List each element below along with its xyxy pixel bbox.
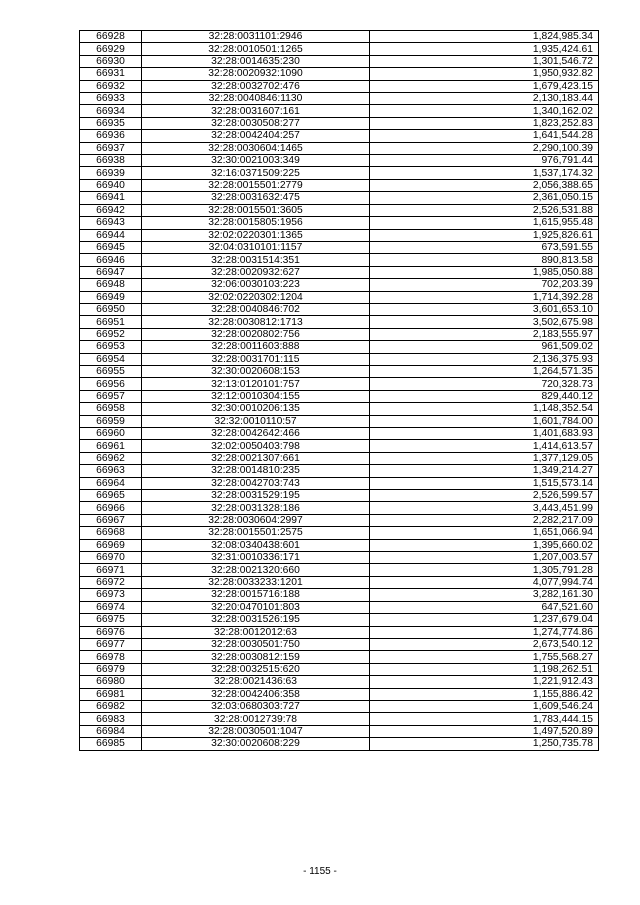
cadastral-value-table: [79, 30, 599, 751]
cadastral-value-cell: 3,502,675.98: [370, 316, 599, 328]
cadastral-number-cell: 32:12:0010304:155: [142, 390, 370, 402]
cadastral-number-cell: 32:28:0033233:1201: [142, 576, 370, 588]
table-row: [80, 725, 599, 737]
cadastral-number-cell: 32:08:0340438:601: [142, 539, 370, 551]
row-number-cell: 66937: [80, 142, 142, 154]
row-number-cell: 66947: [80, 266, 142, 278]
cadastral-value-cell: 647,521.60: [370, 601, 599, 613]
cadastral-value-cell: 1,755,568.27: [370, 651, 599, 663]
cadastral-number-cell: 32:28:0030501:1047: [142, 725, 370, 737]
row-number-cell: 66946: [80, 254, 142, 266]
cadastral-number-cell: 32:28:0031526:195: [142, 614, 370, 626]
cadastral-value-cell: 1,615,955.48: [370, 217, 599, 229]
row-number-cell: 66933: [80, 93, 142, 105]
table-row: [80, 378, 599, 390]
cadastral-value-cell: 3,443,451.99: [370, 502, 599, 514]
table-row: [80, 204, 599, 216]
cadastral-number-cell: 32:28:0042404:257: [142, 130, 370, 142]
table-row: [80, 440, 599, 452]
row-number-cell: 66943: [80, 217, 142, 229]
table-row: [80, 428, 599, 440]
row-number-cell: 66977: [80, 638, 142, 650]
table-row: [80, 155, 599, 167]
table-row: [80, 55, 599, 67]
table-row: [80, 291, 599, 303]
row-number-cell: 66954: [80, 353, 142, 365]
cadastral-number-cell: 32:28:0042406:358: [142, 688, 370, 700]
table-row: [80, 266, 599, 278]
row-number-cell: 66961: [80, 440, 142, 452]
cadastral-value-cell: 1,274,774.86: [370, 626, 599, 638]
row-number-cell: 66984: [80, 725, 142, 737]
row-number-cell: 66940: [80, 179, 142, 191]
row-number-cell: 66939: [80, 167, 142, 179]
cadastral-value-cell: 1,783,444.15: [370, 713, 599, 725]
cadastral-value-cell: 3,282,161.30: [370, 589, 599, 601]
cadastral-value-cell: 2,673,540.12: [370, 638, 599, 650]
cadastral-number-cell: 32:28:0031632:475: [142, 192, 370, 204]
cadastral-number-cell: 32:30:0021003:349: [142, 155, 370, 167]
cadastral-number-cell: 32:28:0015501:2575: [142, 527, 370, 539]
row-number-cell: 66928: [80, 31, 142, 43]
cadastral-value-cell: 1,237,679.04: [370, 614, 599, 626]
cadastral-number-cell: 32:02:0220301:1365: [142, 229, 370, 241]
cadastral-value-cell: 1,221,912.43: [370, 676, 599, 688]
cadastral-number-cell: 32:28:0020802:756: [142, 328, 370, 340]
cadastral-value-cell: 1,537,174.32: [370, 167, 599, 179]
table-row: [80, 31, 599, 43]
cadastral-value-cell: 1,207,003.57: [370, 552, 599, 564]
row-number-cell: 66962: [80, 452, 142, 464]
cadastral-value-cell: 2,130,183.44: [370, 93, 599, 105]
row-number-cell: 66951: [80, 316, 142, 328]
cadastral-value-cell: 976,791.44: [370, 155, 599, 167]
row-number-cell: 66942: [80, 204, 142, 216]
row-number-cell: 66973: [80, 589, 142, 601]
cadastral-number-cell: 32:28:0030604:2997: [142, 514, 370, 526]
table-row: [80, 328, 599, 340]
cadastral-number-cell: 32:28:0012012:63: [142, 626, 370, 638]
cadastral-number-cell: 32:02:0220302:1204: [142, 291, 370, 303]
cadastral-number-cell: 32:20:0470101:803: [142, 601, 370, 613]
row-number-cell: 66963: [80, 465, 142, 477]
row-number-cell: 66956: [80, 378, 142, 390]
table-row: [80, 254, 599, 266]
cadastral-number-cell: 32:28:0010501:1265: [142, 43, 370, 55]
table-row: [80, 738, 599, 750]
cadastral-number-cell: 32:31:0010336:171: [142, 552, 370, 564]
row-number-cell: 66971: [80, 564, 142, 576]
table-row: [80, 638, 599, 650]
table-row: [80, 663, 599, 675]
table-row: [80, 539, 599, 551]
cadastral-value-cell: 3,601,653.10: [370, 303, 599, 315]
cadastral-value-cell: 1,925,826.61: [370, 229, 599, 241]
row-number-cell: 66968: [80, 527, 142, 539]
cadastral-number-cell: 32:28:0031514:351: [142, 254, 370, 266]
table-row: [80, 130, 599, 142]
cadastral-value-cell: 1,250,735.78: [370, 738, 599, 750]
table-row: [80, 303, 599, 315]
table-row: [80, 279, 599, 291]
cadastral-value-cell: 702,203.39: [370, 279, 599, 291]
row-number-cell: 66982: [80, 700, 142, 712]
cadastral-value-cell: 1,823,252.83: [370, 117, 599, 129]
cadastral-value-cell: 961,509.02: [370, 341, 599, 353]
table-row: [80, 142, 599, 154]
row-number-cell: 66934: [80, 105, 142, 117]
cadastral-value-cell: 2,282,217.09: [370, 514, 599, 526]
table-row: [80, 229, 599, 241]
table-row: [80, 651, 599, 663]
row-number-cell: 66930: [80, 55, 142, 67]
row-number-cell: 66929: [80, 43, 142, 55]
table-row: [80, 688, 599, 700]
row-number-cell: 66945: [80, 241, 142, 253]
cadastral-number-cell: 32:28:0032515:620: [142, 663, 370, 675]
table-row: [80, 341, 599, 353]
cadastral-value-cell: 2,526,599.57: [370, 490, 599, 502]
table-row: [80, 576, 599, 588]
cadastral-value-cell: 1,264,571.35: [370, 365, 599, 377]
cadastral-number-cell: 32:03:0680303:727: [142, 700, 370, 712]
cadastral-number-cell: 32:28:0014810:235: [142, 465, 370, 477]
table-row: [80, 490, 599, 502]
table-row: [80, 465, 599, 477]
cadastral-value-cell: 1,651,066.94: [370, 527, 599, 539]
cadastral-value-cell: 1,824,985.34: [370, 31, 599, 43]
row-number-cell: 66941: [80, 192, 142, 204]
row-number-cell: 66978: [80, 651, 142, 663]
table-row: [80, 80, 599, 92]
cadastral-value-cell: 1,301,546.72: [370, 55, 599, 67]
row-number-cell: 66950: [80, 303, 142, 315]
cadastral-value-cell: 2,526,531.88: [370, 204, 599, 216]
table-row: [80, 93, 599, 105]
cadastral-number-cell: 32:28:0042703:743: [142, 477, 370, 489]
cadastral-number-cell: 32:28:0031101:2946: [142, 31, 370, 43]
row-number-cell: 66953: [80, 341, 142, 353]
cadastral-number-cell: 32:28:0030604:1465: [142, 142, 370, 154]
cadastral-value-cell: 890,813.58: [370, 254, 599, 266]
row-number-cell: 66975: [80, 614, 142, 626]
cadastral-number-cell: 32:30:0010206:135: [142, 403, 370, 415]
table-row: [80, 415, 599, 427]
cadastral-number-cell: 32:28:0030812:159: [142, 651, 370, 663]
cadastral-number-cell: 32:28:0021307:661: [142, 452, 370, 464]
cadastral-value-cell: 1,401,683.93: [370, 428, 599, 440]
cadastral-value-cell: 1,377,129.05: [370, 452, 599, 464]
row-number-cell: 66967: [80, 514, 142, 526]
table-row: [80, 601, 599, 613]
row-number-cell: 66960: [80, 428, 142, 440]
cadastral-number-cell: 32:02:0050403:798: [142, 440, 370, 452]
table-body: [80, 31, 599, 751]
table-row: [80, 514, 599, 526]
table-row: [80, 192, 599, 204]
table-row: [80, 676, 599, 688]
cadastral-value-cell: 1,641,544.28: [370, 130, 599, 142]
cadastral-value-cell: 1,155,886.42: [370, 688, 599, 700]
cadastral-number-cell: 32:28:0042642:466: [142, 428, 370, 440]
cadastral-value-cell: 1,935,424.61: [370, 43, 599, 55]
row-number-cell: 66972: [80, 576, 142, 588]
cadastral-number-cell: 32:13:0120101:757: [142, 378, 370, 390]
row-number-cell: 66958: [80, 403, 142, 415]
row-number-cell: 66980: [80, 676, 142, 688]
cadastral-number-cell: 32:04:0310101:1157: [142, 241, 370, 253]
cadastral-number-cell: 32:28:0030508:277: [142, 117, 370, 129]
row-number-cell: 66970: [80, 552, 142, 564]
cadastral-value-cell: 2,290,100.39: [370, 142, 599, 154]
cadastral-value-cell: 1,714,392.28: [370, 291, 599, 303]
cadastral-number-cell: 32:32:0010110:57: [142, 415, 370, 427]
row-number-cell: 66969: [80, 539, 142, 551]
row-number-cell: 66938: [80, 155, 142, 167]
cadastral-value-cell: 829,440.12: [370, 390, 599, 402]
row-number-cell: 66966: [80, 502, 142, 514]
cadastral-number-cell: 32:28:0012739:78: [142, 713, 370, 725]
cadastral-number-cell: 32:28:0031607:161: [142, 105, 370, 117]
table-row: [80, 614, 599, 626]
row-number-cell: 66936: [80, 130, 142, 142]
cadastral-number-cell: 32:28:0021320:660: [142, 564, 370, 576]
cadastral-value-cell: 1,305,791.28: [370, 564, 599, 576]
cadastral-number-cell: 32:28:0030501:750: [142, 638, 370, 650]
row-number-cell: 66944: [80, 229, 142, 241]
cadastral-number-cell: 32:28:0014635:230: [142, 55, 370, 67]
cadastral-value-cell: 1,950,932.82: [370, 68, 599, 80]
cadastral-value-cell: 1,679,423.15: [370, 80, 599, 92]
cadastral-number-cell: 32:28:0031529:195: [142, 490, 370, 502]
table-row: [80, 626, 599, 638]
row-number-cell: 66985: [80, 738, 142, 750]
cadastral-number-cell: 32:28:0031701:115: [142, 353, 370, 365]
table-row: [80, 365, 599, 377]
cadastral-value-cell: 2,136,375.93: [370, 353, 599, 365]
row-number-cell: 66949: [80, 291, 142, 303]
table-row: [80, 477, 599, 489]
cadastral-number-cell: 32:28:0032702:476: [142, 80, 370, 92]
cadastral-value-cell: 1,609,546.24: [370, 700, 599, 712]
cadastral-value-cell: 1,395,660.02: [370, 539, 599, 551]
row-number-cell: 66976: [80, 626, 142, 638]
cadastral-number-cell: 32:28:0015501:3605: [142, 204, 370, 216]
row-number-cell: 66981: [80, 688, 142, 700]
cadastral-number-cell: 32:06:0030103:223: [142, 279, 370, 291]
table-row: [80, 68, 599, 80]
cadastral-number-cell: 32:28:0021436:63: [142, 676, 370, 688]
cadastral-value-cell: 1,349,214.27: [370, 465, 599, 477]
table-row: [80, 217, 599, 229]
cadastral-value-cell: 2,183,555.97: [370, 328, 599, 340]
table-row: [80, 241, 599, 253]
page-number: - 1155 -: [303, 866, 337, 877]
row-number-cell: 66952: [80, 328, 142, 340]
table-row: [80, 117, 599, 129]
row-number-cell: 66955: [80, 365, 142, 377]
row-number-cell: 66932: [80, 80, 142, 92]
cadastral-value-cell: 1,148,352.54: [370, 403, 599, 415]
table-row: [80, 700, 599, 712]
row-number-cell: 66974: [80, 601, 142, 613]
cadastral-number-cell: 32:28:0040846:702: [142, 303, 370, 315]
table-row: [80, 43, 599, 55]
table-row: [80, 403, 599, 415]
row-number-cell: 66983: [80, 713, 142, 725]
row-number-cell: 66935: [80, 117, 142, 129]
table-row: [80, 552, 599, 564]
cadastral-number-cell: 32:28:0015805:1956: [142, 217, 370, 229]
cadastral-number-cell: 32:28:0020932:1090: [142, 68, 370, 80]
cadastral-number-cell: 32:28:0015501:2779: [142, 179, 370, 191]
table-row: [80, 713, 599, 725]
cadastral-number-cell: 32:28:0040846:1130: [142, 93, 370, 105]
cadastral-number-cell: 32:28:0015716:188: [142, 589, 370, 601]
cadastral-value-cell: 1,985,050.88: [370, 266, 599, 278]
row-number-cell: 66964: [80, 477, 142, 489]
cadastral-value-cell: 1,601,784.00: [370, 415, 599, 427]
table-row: [80, 589, 599, 601]
row-number-cell: 66957: [80, 390, 142, 402]
table-row: [80, 452, 599, 464]
table-row: [80, 527, 599, 539]
cadastral-value-cell: 1,497,520.89: [370, 725, 599, 737]
table-row: [80, 390, 599, 402]
cadastral-number-cell: 32:28:0011603:888: [142, 341, 370, 353]
row-number-cell: 66979: [80, 663, 142, 675]
table-row: [80, 502, 599, 514]
table-row: [80, 316, 599, 328]
cadastral-value-cell: 2,056,388.65: [370, 179, 599, 191]
cadastral-value-cell: 1,515,573.14: [370, 477, 599, 489]
cadastral-value-cell: 673,591.55: [370, 241, 599, 253]
cadastral-value-cell: 1,414,613.57: [370, 440, 599, 452]
table-row: [80, 564, 599, 576]
cadastral-number-cell: 32:28:0031328:186: [142, 502, 370, 514]
cadastral-number-cell: 32:28:0020932:627: [142, 266, 370, 278]
cadastral-number-cell: 32:16:0371509:225: [142, 167, 370, 179]
table-row: [80, 167, 599, 179]
table-row: [80, 179, 599, 191]
table-row: [80, 105, 599, 117]
cadastral-number-cell: 32:30:0020608:229: [142, 738, 370, 750]
cadastral-value-cell: 2,361,050.15: [370, 192, 599, 204]
table-row: [80, 353, 599, 365]
cadastral-value-cell: 4,077,994.74: [370, 576, 599, 588]
row-number-cell: 66965: [80, 490, 142, 502]
cadastral-value-cell: 1,340,162.02: [370, 105, 599, 117]
row-number-cell: 66948: [80, 279, 142, 291]
cadastral-value-cell: 1,198,262.51: [370, 663, 599, 675]
cadastral-number-cell: 32:30:0020608:153: [142, 365, 370, 377]
cadastral-value-cell: 720,328.73: [370, 378, 599, 390]
cadastral-number-cell: 32:28:0030812:1713: [142, 316, 370, 328]
row-number-cell: 66959: [80, 415, 142, 427]
row-number-cell: 66931: [80, 68, 142, 80]
